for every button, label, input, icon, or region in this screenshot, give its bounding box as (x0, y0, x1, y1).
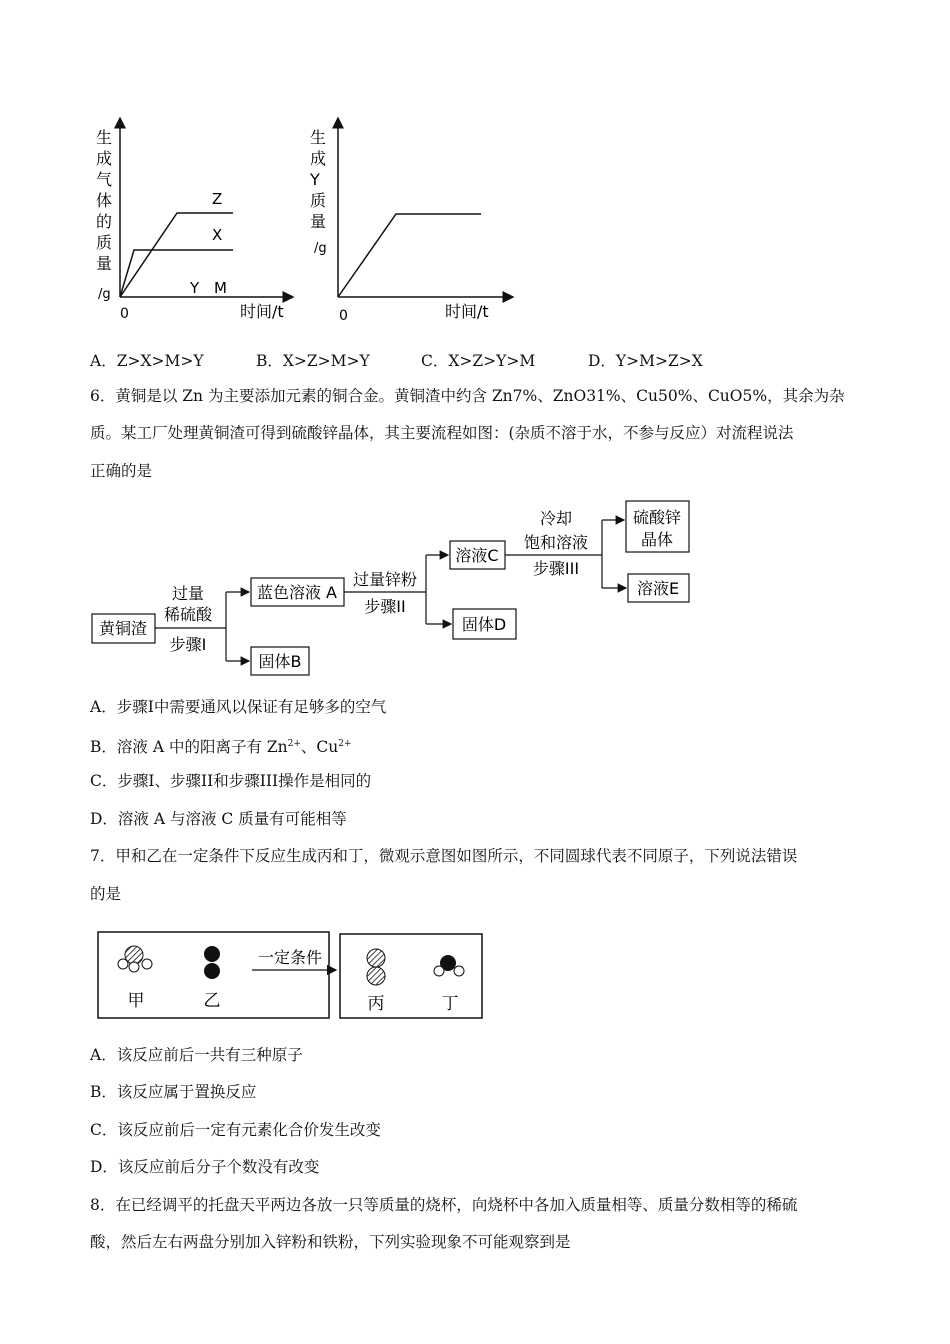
graph1-ylabel-char-4: 的 (96, 212, 113, 231)
graph1-y-label (96, 128, 112, 273)
q7-stem-line-2: 的是 (90, 885, 122, 903)
graph2-x-label: 时间/t (445, 302, 489, 321)
q6-stem-line-2: 质。某工厂处理黄铜渣可得到硫酸锌晶体，其主要流程如图：(杂质不溶于水，不参与反应）对流程说法 (90, 424, 794, 442)
flow-start: 黄铜渣 (98, 619, 148, 638)
q5-option-a[interactable]: A．Z>X>M>Y (90, 352, 204, 370)
graph2-y-label (309, 128, 326, 231)
flow-step3-top1: 冷却 (539, 509, 573, 528)
graph-1 (96, 118, 293, 322)
graph1-ylabel-char-6: 量 (96, 254, 113, 273)
flow-step1-top1: 过量 (171, 584, 205, 603)
flow-step3-bottom: 步骤III (532, 559, 580, 578)
q6-option-d[interactable]: D．溶液 A 与溶液 C 质量有可能相等 (90, 810, 347, 828)
label-yi: 乙 (203, 991, 221, 1011)
q5-option-d[interactable]: D．Y>M>Z>X (588, 352, 703, 370)
q5-graphs (80, 110, 540, 340)
graph1-label-z: Z (212, 190, 223, 208)
molecule-ding (434, 955, 464, 976)
q7-stem-line-1: 7．甲和乙在一定条件下反应生成丙和丁，微观示意图如图所示，不同圆球代表不同原子，下列说法错误 (90, 847, 798, 865)
q8-stem-line-1: 8．在已经调平的托盘天平两边各放一只等质量的烧杯，向烧杯中各加入质量相等、质量分数相等的稀硫 (90, 1196, 798, 1214)
graph2-ylabel-char-4: 量 (310, 212, 327, 231)
q8-stem-line-2: 酸，然后左右两盘分别加入锌粉和铁粉，下列实验现象不可能观察到是 (90, 1233, 571, 1251)
graph1-label-m: M (214, 279, 227, 297)
graph-2 (309, 118, 513, 324)
molecule-yi (204, 946, 220, 979)
q7-option-a[interactable]: A．该反应前后一共有三种原子 (90, 1046, 303, 1064)
flow-solution-c: 溶液C (455, 546, 499, 565)
q6-option-b[interactable]: B．溶液 A 中的阳离子有 $Zn^{2+}$、$Cu^{2+}$ (90, 738, 352, 757)
q5-option-b[interactable]: B．X>Z>M>Y (256, 352, 370, 370)
flow-step2-bottom: 步骤II (364, 597, 406, 616)
q6-stem-line-1: 6．黄铜是以 Zn 为主要添加元素的铜合金。黄铜渣中约含 Zn7%、ZnO31%、Cu50%、CuO5%，其余为杂 (90, 387, 845, 405)
flow-step3-top2: 饱和溶液 (523, 533, 589, 552)
q7-option-c[interactable]: C．该反应前后一定有元素化合价发生改变 (90, 1121, 381, 1139)
label-bing: 丙 (367, 994, 385, 1014)
q6-option-a[interactable]: A．步骤I中需要通风以保证有足够多的空气 (90, 698, 387, 716)
label-jia: 甲 (127, 991, 145, 1011)
graph1-ylabel-char-1: 成 (96, 149, 113, 168)
flow-step1-top2: 稀硫酸 (163, 605, 213, 624)
graph2-ylabel-char-2: Y (310, 170, 320, 189)
reaction-condition: 一定条件 (257, 948, 323, 967)
graph1-ylabel-char-3: 体 (96, 191, 113, 210)
q7-option-d[interactable]: D．该反应前后分子个数没有改变 (90, 1158, 320, 1176)
q6-option-c[interactable]: C．步骤I、步骤II和步骤III操作是相同的 (90, 772, 372, 790)
graph2-ylabel-char-0: 生 (310, 128, 327, 147)
graph1-label-x: X (212, 226, 223, 244)
flow-step1-bottom: 步骤I (169, 635, 207, 654)
label-ding: 丁 (441, 994, 459, 1014)
molecule-jia (118, 946, 152, 972)
flow-step2-top: 过量锌粉 (352, 570, 418, 589)
q6-flowchart (80, 495, 720, 685)
molecule-bing (367, 949, 385, 985)
flow-product-line1: 硫酸锌 (632, 508, 682, 527)
graph1-y-unit: /g (98, 287, 111, 302)
flow-solid-b: 固体B (258, 652, 302, 671)
graph1-ylabel-char-5: 质 (96, 233, 113, 252)
q5-option-c[interactable]: C．X>Z>Y>M (421, 352, 536, 370)
graph1-ylabel-char-2: 气 (96, 170, 113, 189)
graph1-ylabel-char-0: 生 (96, 128, 113, 147)
flow-product-line2: 晶体 (640, 530, 674, 549)
graph2-origin: 0 (339, 308, 348, 324)
graph1-x-label: 时间/t (240, 302, 284, 321)
flow-solution-a: 蓝色溶液 A (256, 583, 338, 602)
q7-diagram (90, 925, 490, 1025)
graph2-line (338, 214, 481, 297)
graph2-ylabel-char-1: 成 (310, 149, 327, 168)
graph1-label-y: Y (190, 279, 200, 297)
q7-option-b[interactable]: B．该反应属于置换反应 (90, 1083, 257, 1101)
graph2-y-unit: /g (314, 241, 327, 256)
flow-solid-d: 固体D (461, 615, 507, 634)
flow-solution-e: 溶液E (636, 579, 680, 598)
graph1-origin: 0 (120, 306, 129, 322)
graph2-ylabel-char-3: 质 (310, 191, 327, 210)
q6-stem-line-3: 正确的是 (90, 462, 153, 480)
